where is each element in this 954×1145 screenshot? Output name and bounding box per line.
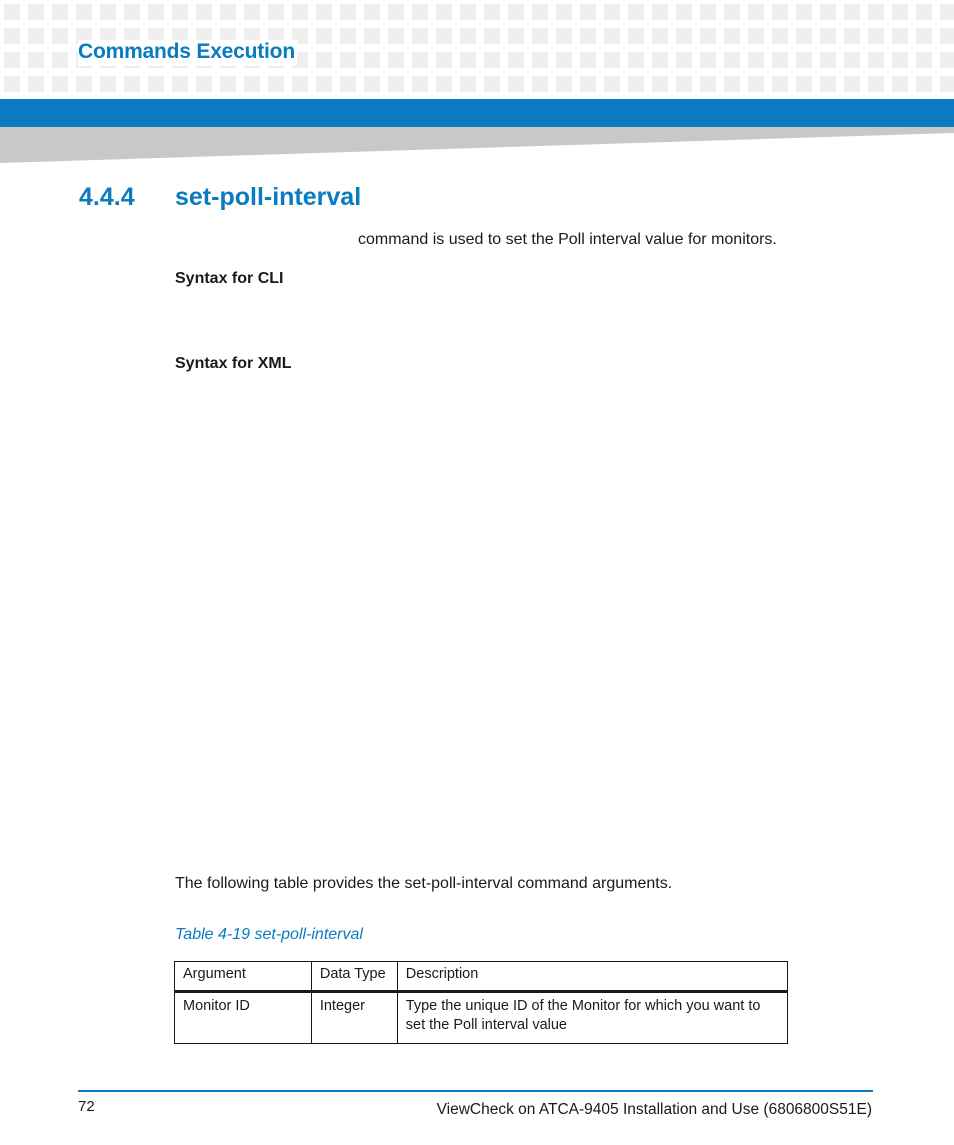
header-dot: [292, 76, 308, 92]
header-dot: [28, 28, 44, 44]
header-dot: [292, 4, 308, 20]
header-dot: [676, 4, 692, 20]
header-dot: [868, 76, 884, 92]
column-header-argument: Argument: [175, 962, 312, 992]
footer-rule: [78, 1090, 873, 1092]
header-dot: [580, 28, 596, 44]
header-dot: [532, 4, 548, 20]
header-dot: [820, 76, 836, 92]
header-dot: [4, 28, 20, 44]
header-dot: [916, 76, 932, 92]
header-dot: [844, 28, 860, 44]
header-dot: [268, 76, 284, 92]
header-dot: [484, 52, 500, 68]
arguments-table: [174, 961, 788, 1044]
header-dot: [604, 76, 620, 92]
header-dot: [676, 76, 692, 92]
header-dot: [364, 4, 380, 20]
table-caption: Table 4-19 set-poll-interval: [175, 926, 363, 943]
table-header-row: [175, 962, 788, 992]
header-dot: [772, 76, 788, 92]
header-dot: [724, 28, 740, 44]
header-dot: [148, 4, 164, 20]
header-dot: [628, 4, 644, 20]
header-dot: [580, 4, 596, 20]
header-dot: [460, 76, 476, 92]
header-dot: [604, 52, 620, 68]
header-dot: [508, 52, 524, 68]
header-dot: [436, 28, 452, 44]
header-dot: [844, 4, 860, 20]
header-dot: [100, 4, 116, 20]
header-dot: [652, 28, 668, 44]
header-dot: [484, 4, 500, 20]
header-dot: [748, 28, 764, 44]
column-header-description: Description: [397, 962, 787, 992]
header-dot: [892, 28, 908, 44]
header-dot: [316, 4, 332, 20]
header-dot: [700, 76, 716, 92]
header-dot: [796, 76, 812, 92]
header-dot: [892, 52, 908, 68]
cell-description: Type the unique ID of the Monitor for which you want to set the Poll interval value: [397, 992, 787, 1044]
header-dot: [580, 76, 596, 92]
header-dot: [940, 76, 954, 92]
header-dot: [460, 52, 476, 68]
header-dot: [340, 76, 356, 92]
header-dot: [220, 76, 236, 92]
header-dot: [844, 52, 860, 68]
header-dot: [652, 52, 668, 68]
header-dot: [628, 76, 644, 92]
header-dot: [868, 4, 884, 20]
page-number: 72: [78, 1098, 95, 1115]
header-blue-band: [0, 99, 954, 127]
header-dot: [916, 28, 932, 44]
header-grey-wedge: [0, 127, 954, 165]
header-dot: [388, 4, 404, 20]
header-dot: [532, 52, 548, 68]
header-dot: [4, 52, 20, 68]
intro-text: command is used to set the Poll interval value for monitors.: [358, 231, 777, 248]
header-dot: [460, 4, 476, 20]
header-dot: [796, 4, 812, 20]
header-dot: [340, 4, 356, 20]
header-dot: [436, 52, 452, 68]
header-dot: [628, 52, 644, 68]
header-dot: [700, 4, 716, 20]
header-dot: [676, 28, 692, 44]
header-dot: [796, 52, 812, 68]
header-dot: [700, 28, 716, 44]
header-dot: [316, 76, 332, 92]
header-dot: [268, 4, 284, 20]
header-dot: [100, 76, 116, 92]
header-dot: [892, 4, 908, 20]
header-dot: [892, 76, 908, 92]
header-dot: [508, 28, 524, 44]
header-dot: [388, 52, 404, 68]
syntax-cli-heading: Syntax for CLI: [175, 270, 284, 287]
header-dot: [556, 4, 572, 20]
header-dot: [628, 28, 644, 44]
header-dot: [124, 76, 140, 92]
header-dot: [364, 28, 380, 44]
header-dot: [4, 76, 20, 92]
header-dot: [4, 4, 20, 20]
header-dot: [388, 28, 404, 44]
header-dot: [196, 4, 212, 20]
cell-data-type: Integer: [311, 992, 397, 1044]
header-dot: [652, 4, 668, 20]
column-header-data-type: Data Type: [311, 962, 397, 992]
header-dot: [172, 4, 188, 20]
header-dot: [52, 76, 68, 92]
running-header-title: Commands Execution: [78, 40, 297, 66]
header-dot: [52, 28, 68, 44]
header-dot: [436, 76, 452, 92]
header-dot: [724, 52, 740, 68]
header-dot: [700, 52, 716, 68]
header-dot: [52, 4, 68, 20]
header-dot: [316, 52, 332, 68]
header-dot: [796, 28, 812, 44]
header-dot: [532, 28, 548, 44]
header-dot: [772, 4, 788, 20]
header-dot: [76, 4, 92, 20]
header-dot: [28, 76, 44, 92]
header-dot: [484, 76, 500, 92]
table-row: [175, 992, 788, 1044]
header-dot: [388, 76, 404, 92]
header-dot: [412, 4, 428, 20]
header-dot: [508, 4, 524, 20]
header-dot: [676, 52, 692, 68]
header-dot: [604, 4, 620, 20]
header-dot: [28, 52, 44, 68]
header-dot: [364, 76, 380, 92]
footer-document-title: ViewCheck on ATCA-9405 Installation and Use (6806800S51E): [436, 1101, 872, 1118]
section-title: set-poll-interval: [175, 183, 362, 211]
header-dot: [508, 76, 524, 92]
header-dot: [772, 28, 788, 44]
header-dot: [868, 28, 884, 44]
header-dot: [460, 28, 476, 44]
header-dot: [412, 76, 428, 92]
header-dot: [148, 76, 164, 92]
header-dot: [580, 52, 596, 68]
header-dot: [412, 52, 428, 68]
header-dot: [556, 28, 572, 44]
header-dot: [124, 4, 140, 20]
header-dot: [652, 76, 668, 92]
header-dot: [244, 4, 260, 20]
header-dot: [172, 76, 188, 92]
header-dot: [940, 28, 954, 44]
header-dot: [484, 28, 500, 44]
header-dot: [340, 52, 356, 68]
header-dot: [316, 28, 332, 44]
header-dot: [364, 52, 380, 68]
header-dot: [940, 52, 954, 68]
header-dot: [748, 4, 764, 20]
header-dot: [724, 76, 740, 92]
header-dot: [28, 4, 44, 20]
header-dot: [820, 28, 836, 44]
header-dot: [244, 76, 260, 92]
header-dot: [748, 76, 764, 92]
cell-argument: Monitor ID: [175, 992, 312, 1044]
header-dot: [748, 52, 764, 68]
header-dot: [604, 28, 620, 44]
header-dot: [916, 4, 932, 20]
header-dot: [868, 52, 884, 68]
header-dot: [196, 76, 212, 92]
header-dot: [412, 28, 428, 44]
header-dot: [916, 52, 932, 68]
header-dot: [340, 28, 356, 44]
header-dot: [940, 4, 954, 20]
header-dot: [820, 52, 836, 68]
header-dot: [556, 76, 572, 92]
section-number: 4.4.4: [79, 183, 135, 211]
header-dot: [220, 4, 236, 20]
syntax-xml-heading: Syntax for XML: [175, 355, 292, 372]
header-dot: [844, 76, 860, 92]
table-intro-text: The following table provides the set-poll-interval command arguments.: [175, 875, 673, 892]
header-dot: [820, 4, 836, 20]
header-dot: [772, 52, 788, 68]
header-dot: [76, 76, 92, 92]
header-dot: [52, 52, 68, 68]
header-dot: [724, 4, 740, 20]
header-dot: [532, 76, 548, 92]
header-dot: [556, 52, 572, 68]
header-dot: [436, 4, 452, 20]
